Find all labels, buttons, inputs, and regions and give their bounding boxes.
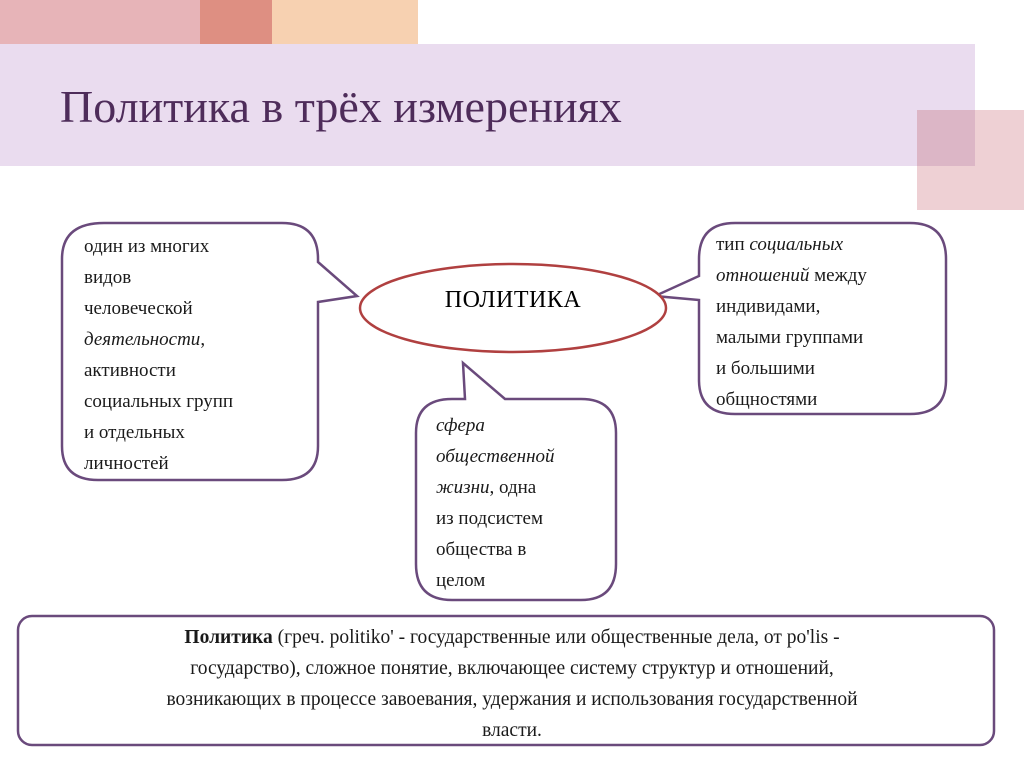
left-line-4-rest: ,	[200, 329, 206, 350]
left-line-4	[84, 324, 314, 355]
right-line-6: общностями	[716, 389, 818, 410]
page-title: Политика в трёх измерениях	[60, 81, 622, 132]
right-line-1-italic: социальных	[749, 234, 844, 255]
left-line-1: один из многих	[84, 236, 210, 257]
bottom-bubble-text	[436, 410, 614, 596]
bottom-line-5: общества в	[436, 539, 527, 560]
center-label: ПОЛИТИКА	[444, 287, 582, 313]
definition-line-2: государство), сложное понятие, включающее систему структур и отношений,	[190, 658, 834, 679]
bottom-line-3-italic: жизни	[436, 477, 490, 498]
left-line-4-italic: деятельности	[84, 329, 201, 350]
definition-line-1	[36, 622, 988, 653]
definition-text	[36, 622, 988, 746]
right-line-2-rest: между	[809, 265, 867, 286]
bottom-line-6: целом	[436, 570, 486, 591]
definition-term: Политика	[184, 627, 273, 648]
right-line-2	[716, 260, 944, 291]
right-line-4: малыми группами	[716, 327, 864, 348]
right-line-3: индивидами,	[716, 296, 821, 317]
definition-line-3: возникающих в процессе завоевания, удержания и использования государственной	[166, 689, 858, 710]
definition-line-4: власти.	[482, 720, 542, 741]
left-line-5: активности	[84, 360, 176, 381]
right-line-1-start: тип	[716, 234, 750, 255]
definition-line-1-rest: (греч. politiko' - государственные или общественные дела, от po'lis -	[272, 627, 840, 648]
bottom-line-1-italic: сфера	[436, 415, 485, 436]
right-bubble-text	[716, 229, 944, 415]
right-line-5: и большими	[716, 358, 815, 379]
bottom-line-3-rest: , одна	[489, 477, 537, 498]
bottom-line-1	[436, 410, 614, 441]
left-line-3: человеческой	[84, 298, 193, 319]
right-line-1	[716, 229, 944, 260]
bottom-line-4: из подсистем	[436, 508, 544, 529]
left-bubble-text	[84, 231, 314, 479]
right-line-2-italic: отношений	[716, 265, 810, 286]
bottom-line-2-italic: общественной	[436, 446, 555, 467]
left-line-7: и отдельных	[84, 422, 185, 443]
left-line-6: социальных групп	[84, 391, 234, 412]
left-line-2: видов	[84, 267, 132, 288]
bottom-line-2	[436, 441, 614, 472]
left-line-8: личностей	[84, 453, 169, 474]
bottom-line-3	[436, 472, 614, 503]
